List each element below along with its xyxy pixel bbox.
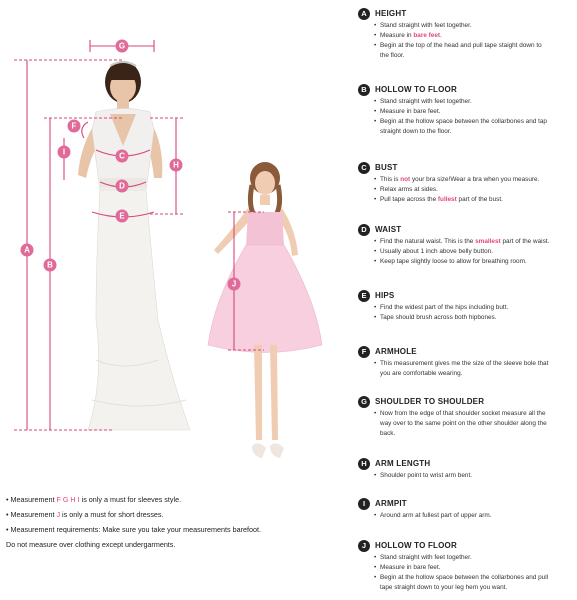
- bullet-icon: •: [374, 472, 377, 479]
- instruction-line: • Relax arms at sides.: [374, 186, 438, 193]
- instruction-line: • Measure in bare feet.: [374, 564, 441, 571]
- section-badge: C: [358, 162, 370, 174]
- bullet-icon: •: [374, 360, 377, 367]
- marker-c: [116, 150, 129, 163]
- instruction-line: • Pull tape across the fullest part of the bust.: [374, 196, 503, 203]
- instruction-line: • Measure in bare feet.: [374, 108, 441, 115]
- note-1: • Measurement F G H I is only a must for sleeves style.: [6, 495, 182, 504]
- section-badge: I: [358, 498, 370, 510]
- bullet-icon: •: [374, 22, 377, 29]
- instruction-line: the floor.: [380, 52, 405, 59]
- section-title: HIPS: [375, 291, 395, 300]
- bullet-icon: •: [374, 248, 377, 255]
- bullet-icon: •: [374, 574, 377, 581]
- svg-text:J: J: [231, 279, 237, 289]
- bullet-icon: •: [374, 564, 377, 571]
- svg-text:B: B: [47, 260, 53, 270]
- marker-b: [44, 259, 57, 272]
- marker-d: [116, 180, 129, 193]
- instruction-line: • Begin at the hollow space between the collarbones and pull: [374, 574, 549, 581]
- instruction-line: • This measurement gives me the size of the sleeve bole that: [374, 360, 549, 367]
- svg-text:A: A: [24, 245, 30, 255]
- instruction-line: back.: [380, 430, 396, 437]
- svg-text:H: H: [173, 160, 179, 170]
- instruction-line: you are comfortable wearing.: [380, 370, 463, 377]
- marker-h: [170, 159, 183, 172]
- instruction-line: tape straight down to your leg hem you want.: [380, 584, 508, 591]
- bullet-icon: •: [374, 42, 377, 49]
- instruction-line: • Usually about 1 inch above belly button.: [374, 248, 493, 255]
- note-4: Do not measure over clothing except undergarments.: [6, 540, 176, 549]
- section-title: SHOULDER TO SHOULDER: [375, 397, 485, 406]
- section-title: BUST: [375, 163, 398, 172]
- svg-text:C: C: [119, 151, 125, 161]
- marker-g: [116, 40, 129, 53]
- instruction-line: • Begin at the hollow space between the collarbones and tap: [374, 118, 547, 125]
- section-badge: A: [358, 8, 370, 20]
- section-badge: B: [358, 84, 370, 96]
- instruction-line: straight down to the floor.: [380, 128, 452, 135]
- section-badge: G: [358, 396, 370, 408]
- short-dress-figure: [208, 162, 322, 458]
- section-badge: H: [358, 458, 370, 470]
- note-3: • Measurement requirements: Make sure you take your measurements barefoot.: [6, 525, 261, 534]
- instruction-line: • Shoulder point to wrist arm bent.: [374, 472, 472, 479]
- instruction-line: • Find the widest part of the hips including butt.: [374, 304, 509, 311]
- bullet-icon: •: [374, 410, 377, 417]
- instruction-line: way over to the same point on the other shoulder along the: [380, 420, 547, 427]
- bullet-icon: •: [374, 554, 377, 561]
- section-title: ARMHOLE: [375, 347, 417, 356]
- bride-figure: [78, 61, 190, 430]
- svg-text:I: I: [62, 147, 66, 157]
- section-badge: E: [358, 290, 370, 302]
- bullet-icon: •: [374, 512, 377, 519]
- instruction-line: • Stand straight with feet together.: [374, 554, 472, 561]
- instruction-line: • This is not your bra size!Wear a bra when you measure.: [374, 176, 540, 183]
- bullet-icon: •: [374, 258, 377, 265]
- instruction-line: • Keep tape slightly loose to allow for breathing room.: [374, 258, 527, 265]
- section-title: HOLLOW TO FLOOR: [375, 85, 457, 94]
- section-badge: F: [358, 346, 370, 358]
- note-2: • Measurement J is only a must for short dresses.: [6, 510, 164, 519]
- svg-text:G: G: [118, 41, 126, 51]
- marker-e: [116, 210, 129, 223]
- section-title: WAIST: [375, 225, 402, 234]
- svg-text:D: D: [119, 181, 125, 191]
- instruction-line: • Find the natural waist. This is the smallest part of the waist.: [374, 238, 550, 245]
- marker-f: [68, 120, 81, 133]
- instruction-line: • Measure in bare feet.: [374, 32, 442, 39]
- section-title: ARM LENGTH: [375, 459, 431, 468]
- measurement-illustration: [0, 0, 340, 480]
- svg-text:E: E: [119, 211, 125, 221]
- instruction-line: • Stand straight with feet together.: [374, 22, 472, 29]
- bullet-icon: •: [374, 238, 377, 245]
- marker-a: [21, 244, 34, 257]
- bullet-icon: •: [374, 196, 377, 203]
- section-badge: J: [358, 540, 370, 552]
- instruction-line: • Stand straight with feet together.: [374, 98, 472, 105]
- svg-text:F: F: [71, 121, 77, 131]
- marker-j: [228, 278, 241, 291]
- instruction-line: • Begin at the top of the head and pull tape staight down to: [374, 42, 542, 49]
- bullet-icon: •: [374, 304, 377, 311]
- instruction-line: • Now from the edge of that shoulder socket measure all the: [374, 410, 546, 417]
- bullet-icon: •: [374, 108, 377, 115]
- section-title: HOLLOW TO FLOOR: [375, 541, 457, 550]
- section-title: ARMPIT: [375, 499, 407, 508]
- instruction-line: • Tape should brush across both hipbones.: [374, 314, 497, 321]
- bullet-icon: •: [374, 118, 377, 125]
- bullet-icon: •: [374, 176, 377, 183]
- instruction-line: • Around arm at fullest part of upper arm.: [374, 512, 492, 519]
- section-badge: D: [358, 224, 370, 236]
- bullet-icon: •: [374, 314, 377, 321]
- bullet-icon: •: [374, 98, 377, 105]
- bullet-icon: •: [374, 32, 377, 39]
- section-title: HEIGHT: [375, 9, 407, 18]
- bullet-icon: •: [374, 186, 377, 193]
- marker-i: [58, 146, 71, 159]
